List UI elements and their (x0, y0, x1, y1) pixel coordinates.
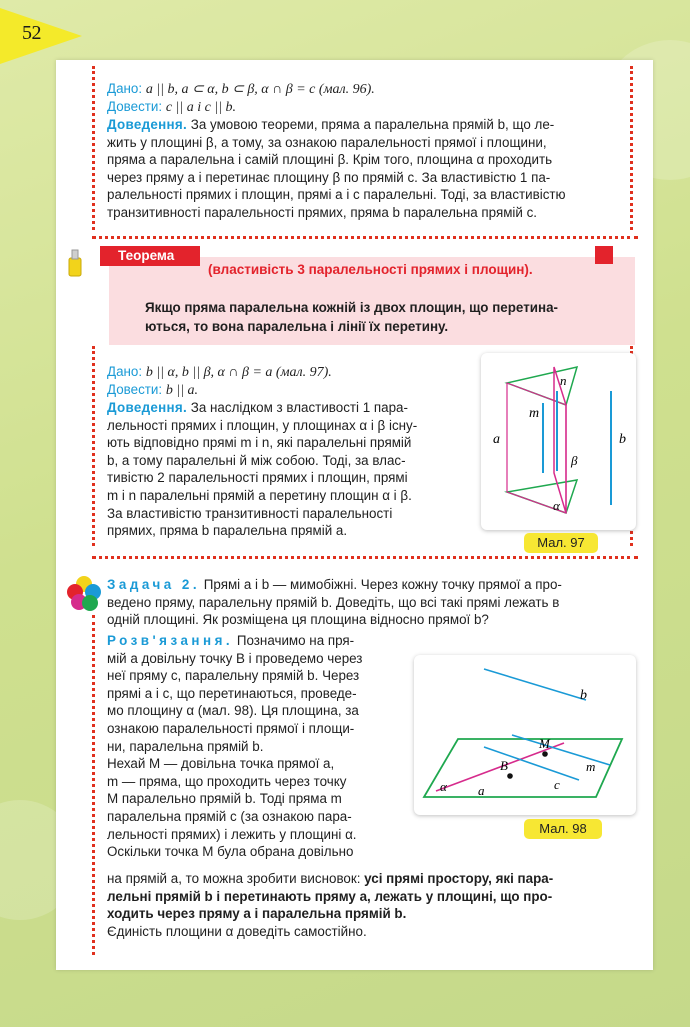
label-n: n (560, 373, 567, 388)
label-b: b (580, 688, 587, 703)
solution-paragraph: Розв'язання. Позначимо на пря- мій a довільну точку B і проведемо через неї пряму c, паралельну прямій b. Через прямі a і c, що перетинаються, проведе- мо площину α (мал. 98). Ця площина, за ознакою паралельності прямої і площи- ни, паралельна прямій b. Нехай M — довільна точка прямої a, m — пряма, що проходить через точку M паралельно прямій b. Тоді пряма m паралельна прямій c (за ознакою пара- лельності прямих) і лежить у площині α. Оскільки точка M була обрана довільно (107, 633, 363, 860)
margin-rule (92, 615, 95, 955)
label-alpha: α (440, 779, 447, 794)
proof-paragraph: Доведення. За наслідком з властивості 1 пара- лельності прямих і площин, у площинах α і β існу- ють відповідно прямі m і n, які паралельні прямій b, а тому паралельні й між собою. Тоді, за влас- тивістю 2 паралельності прямих і площин, прямі m і n паралельні прямій a перетину площин α і β. За властивістю транзитивності паралельності прямих, пряма b паралельна прямій a. (107, 400, 418, 539)
figure-97-caption: Мал. 97 (524, 533, 598, 553)
theorem-title: (властивість 3 паралельності прямих і площин). (208, 262, 533, 277)
given-line: Дано: b || α, b || β, α ∩ β = a (мал. 97). (107, 364, 332, 380)
label-a: a (493, 432, 500, 447)
margin-rule (92, 66, 95, 230)
given-line: Дано: a || b, a ⊂ α, b ⊂ β, α ∩ β = c (мал. 96). (107, 81, 375, 97)
point-B (507, 773, 513, 779)
task-flower-icon (66, 574, 102, 614)
label-b: b (619, 432, 626, 447)
page-number-tab (0, 8, 82, 64)
margin-rule (630, 66, 633, 230)
theorem-label: Теорема (100, 246, 200, 266)
point-M (542, 751, 548, 757)
theorem-marker (595, 246, 613, 264)
figure-97-drawing (481, 353, 636, 530)
section-divider (92, 236, 638, 239)
section-divider (92, 556, 638, 559)
label-a: a (478, 783, 485, 798)
solution-label: Розв'язання. (107, 633, 234, 648)
line-b (484, 669, 586, 700)
figure-98 (414, 655, 636, 815)
prove-line: Довести: c || a і c || b. (107, 99, 237, 115)
task-statement: Задача 2. Прямі a і b — мимобіжні. Через кожну точку прямої a про- ведено пряму, паралельну прямій b. Доведіть, що всі такі прямі лежать в одній площині. Як розміщена ця площина відносно прямої b? (107, 577, 562, 628)
prove-line: Довести: b || a. (107, 382, 199, 398)
label-alpha: α (553, 498, 560, 513)
label-m: m (586, 759, 596, 774)
label-B: B (500, 758, 508, 773)
solution-conclusion: на прямій a, то можна зробити висновок: усі прямі простору, які пара- лельні прямій b і перетинають пряму a, лежать у площині, що про- ходить через пряму a і паралельна прямій b. Єдиність площини α доведіть самостійно. (107, 871, 554, 939)
proof-paragraph: Доведення. За умовою теореми, пряма a паралельна прямій b, що ле- жить у площині β, а тому, за ознакою паралельності прямої і площини, пряма a паралельна і самій площині β. Крім того, площина α проходить через пряму a і перетинає площину β по прямій c. За властивістю 1 па- ралельності прямих і площин, прямі a і c паралельні. Тоді, за властивістю транзитивності паралельності прямих, пряма b паралельна прямій c. (107, 117, 566, 220)
usb-key-icon (64, 248, 86, 278)
label-c: c (554, 777, 560, 792)
label-M: M (539, 736, 550, 751)
label-m: m (529, 406, 540, 421)
margin-rule (92, 346, 95, 546)
task-label: Задача 2. (107, 577, 201, 592)
figure-98-caption: Мал. 98 (524, 819, 602, 839)
label-beta: β (571, 453, 578, 468)
page-number: 52 (22, 22, 41, 44)
theorem-statement: Якщо пряма паралельна кожній із двох площин, що перетина- ються, то вона паралельна і лінії їх перетину. (145, 300, 558, 334)
figure-97 (481, 353, 636, 530)
figure-98-drawing (414, 655, 636, 815)
